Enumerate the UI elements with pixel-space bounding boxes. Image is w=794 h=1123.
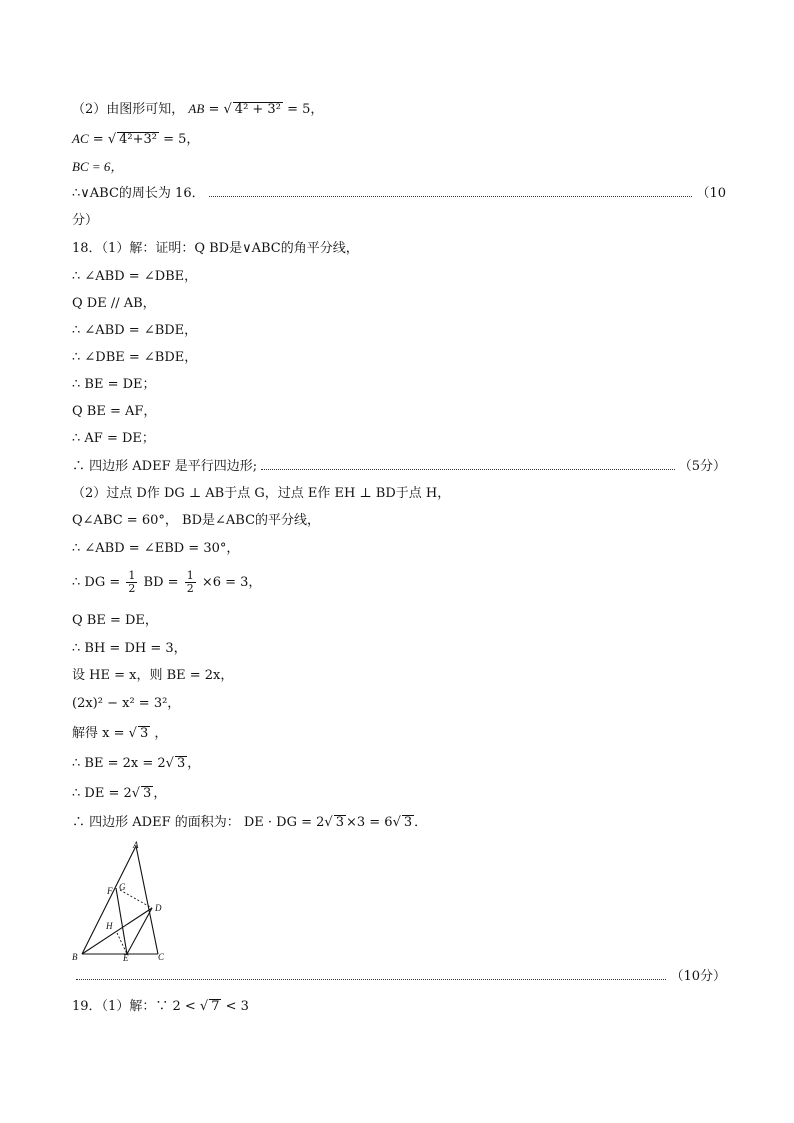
text-part: ∴ 四边形 ADEF 的面积为： DE · DG = 2 <box>72 815 325 830</box>
equals: = <box>208 102 220 117</box>
line-60deg: Q∠ABC = 60°， BD是∠ABC的平分线， <box>72 513 321 528</box>
text-part: ∴ BE = 2x = 2 <box>72 756 166 771</box>
radicand: 3 <box>335 815 344 830</box>
radical-sign: √ <box>223 102 232 117</box>
line-score-cont: 分） <box>72 213 99 228</box>
text-part: ． <box>414 815 428 830</box>
text-part: ×6 = 3， <box>201 575 262 590</box>
line-perimeter <box>72 185 726 203</box>
geometry-figure <box>70 838 190 966</box>
fraction-half: $\frac{1}{2}$ <box>186 569 194 595</box>
dot-leader <box>261 469 675 470</box>
line-30deg: ∴ ∠ABD = ∠EBD = 30°， <box>72 541 240 556</box>
line-angle-1: ∴ ∠ABD = ∠DBE， <box>72 269 198 284</box>
text-part: ×3 = 6 <box>345 815 393 830</box>
radicand: 3 <box>143 786 152 801</box>
result: = 5， <box>287 102 324 117</box>
radicand: 4² + 3² <box>234 102 281 117</box>
score-label: （10分） <box>670 969 726 984</box>
line-pythag: (2x)² − x² = 3²， <box>72 696 181 711</box>
segment-bd <box>82 908 152 954</box>
text-part: ， <box>154 726 168 741</box>
radical-sign: √ <box>107 132 117 147</box>
conclusion-text: ∴ 四边形 ADEF 是平行四边形; <box>72 459 258 474</box>
line-final-score <box>72 968 726 986</box>
radicand: 3 <box>139 726 149 741</box>
var-ac: AC <box>72 131 89 146</box>
segment-fe <box>116 888 127 954</box>
var-ab: AB <box>188 101 205 116</box>
radicand: 4²+3² <box>119 132 157 147</box>
line-construction: （2）过点 D作 DG ⊥ AB于点 G，过点 E作 EH ⊥ BD于点 H， <box>72 486 451 501</box>
q19-heading <box>72 998 249 1016</box>
fraction-half: $\frac{1}{2}$ <box>128 569 136 595</box>
q18-heading: 18．（1）解：证明：Q BD是∨ABC的角平分线， <box>72 241 359 256</box>
radical-sign: √ <box>165 756 174 771</box>
label-c: C <box>158 952 165 962</box>
text-part: ， <box>153 786 167 801</box>
dot-leader <box>76 979 666 980</box>
text-part: 解得 x = <box>72 726 125 741</box>
line-bh-dh: ∴ BH = DH = 3， <box>72 641 187 656</box>
radicand: 7 <box>211 999 220 1014</box>
label-h: H <box>106 921 113 931</box>
side-ac <box>136 846 158 954</box>
text-part: < 3 <box>225 999 249 1014</box>
segment-de <box>127 908 152 954</box>
radicand: 3 <box>403 815 413 830</box>
text-part: BD = <box>143 575 179 590</box>
line-parallelogram <box>72 458 726 476</box>
line-ab <box>72 100 323 119</box>
line-angle-3: ∴ ∠DBE = ∠BDE， <box>72 350 198 365</box>
radical-sign: √ <box>392 815 401 830</box>
radicand: 3 <box>176 756 186 771</box>
result: = 5， <box>163 132 200 147</box>
side-ab <box>82 846 136 954</box>
line-ac <box>72 130 199 149</box>
line-be-af: Q BE = AF， <box>72 404 157 419</box>
text-part: 19．（1）解：∵ 2 < <box>72 999 196 1014</box>
line-de-value <box>72 785 166 803</box>
line-bc: BC = 6， <box>72 159 124 174</box>
text-part: （2）由图形可知， <box>72 102 185 117</box>
label-e: E <box>123 953 129 963</box>
dot-leader <box>209 196 693 197</box>
label-b: B <box>72 952 78 962</box>
line-area <box>72 814 427 832</box>
perimeter-text: ∴∨ABC的周长为 16． <box>72 186 205 201</box>
label-d: D <box>155 903 162 913</box>
line-angle-2: ∴ ∠ABD = ∠BDE， <box>72 323 198 338</box>
label-a: A <box>133 840 139 850</box>
line-be-de-2: Q BE = DE， <box>72 613 158 628</box>
line-be-de: ∴ BE = DE； <box>72 377 156 392</box>
text-part: ， <box>187 756 201 771</box>
equals: = <box>92 132 104 147</box>
line-af-de: ∴ AF = DE； <box>72 431 155 446</box>
label-g: G <box>119 882 126 892</box>
text-part: ∴ DG = <box>72 575 121 590</box>
radical-sign: √ <box>128 726 137 741</box>
line-be-value <box>72 755 200 773</box>
line-dg <box>72 568 261 598</box>
text-part: ∴ DE = 2 <box>72 786 132 801</box>
line-solve-x <box>72 725 167 743</box>
score-label: （10 <box>696 186 726 201</box>
line-parallel: Q DE // AB， <box>72 296 156 311</box>
radical-sign: √ <box>324 815 333 830</box>
score-label: （5分） <box>678 459 726 474</box>
label-f: F <box>107 886 113 896</box>
line-let-x: 设 HE = x，则 BE = 2x， <box>72 668 234 683</box>
radical-sign: √ <box>199 999 209 1014</box>
radical-sign: √ <box>131 786 141 801</box>
